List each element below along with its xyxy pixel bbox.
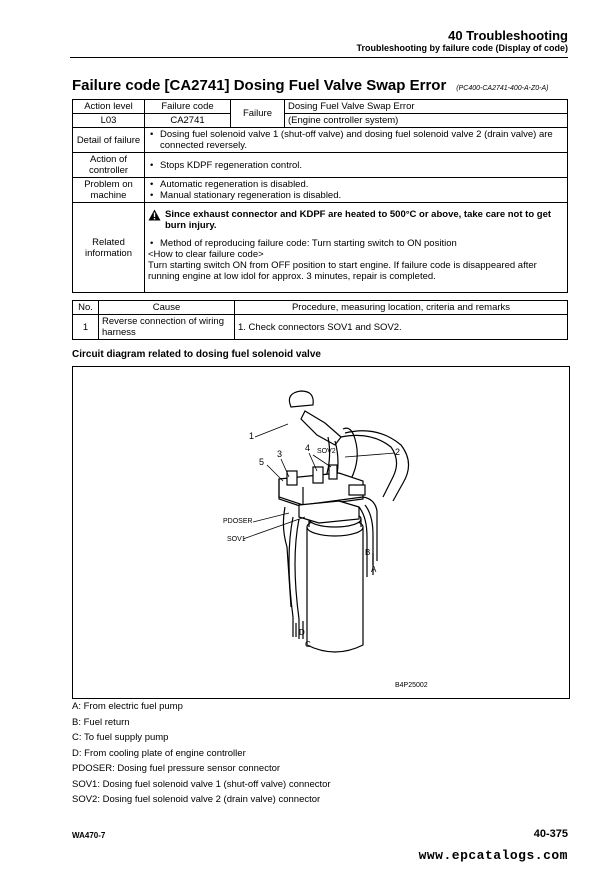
legend-item: C: To fuel supply pump [72,732,169,743]
label-sov2: SOV2 [317,448,336,455]
diagram-heading: Circuit diagram related to dosing fuel solenoid valve [72,349,321,360]
callout-3: 3 [277,449,283,459]
problem-item: • Manual stationary regeneration is disabled. [160,190,564,201]
cause-no: 1 [73,315,99,340]
legend-item: D: From cooling plate of engine controller [72,748,246,759]
watermark-url: www.epcatalogs.com [418,848,568,863]
callout-5: 5 [259,457,265,467]
title-reference: (PC400-CA2741-400-A-Z0-A) [456,85,549,92]
failure-code-value: CA2741 [145,114,231,128]
clear-heading: <How to clear failure code> [148,249,264,260]
page-number: 40-375 [533,828,568,840]
legend-item: PDOSER: Dosing fuel pressure sensor connector [72,763,281,774]
failure-code-header: Failure code [145,100,231,114]
detail-label: Detail of failure [73,128,145,153]
failure-info-table [72,99,568,293]
cause-header-no: No. [73,301,99,315]
valve-illustration [73,367,569,698]
label-pdoser: PDOSER [223,518,253,525]
detail-text: • Dosing fuel solenoid valve 1 (shut-off valve) and dosing fuel solenoid valve 2 (drain valve) are connected reversely. [160,129,564,151]
action-level-value: L03 [73,114,145,128]
circuit-diagram [72,366,570,699]
failure-name: Dosing Fuel Valve Swap Error [285,100,568,114]
label-b: B [365,548,371,557]
callout-2: 2 [395,447,401,457]
page-title-text: Failure code [CA2741] Dosing Fuel Valve Swap Error [72,77,447,94]
cause-header-cause: Cause [99,301,235,315]
cause-text: Reverse connection of wiring harness [99,315,235,340]
label-a: A [371,565,377,574]
action-text: • Stops KDPF regeneration control. [160,160,564,171]
problem-item: • Automatic regeneration is disabled. [160,179,564,190]
cause-procedure: 1. Check connectors SOV1 and SOV2. [235,315,568,340]
related-label: Related information [73,203,145,293]
label-d: D [299,628,305,637]
failure-header: Failure [231,100,285,128]
legend-item: SOV2: Dosing fuel solenoid valve 2 (drain valve) connector [72,794,321,805]
warning-text: Since exhaust connector and KDPF are heated to 500°C or above, take care not to get burn injury. [165,209,552,231]
label-c: C [305,640,311,649]
callout-1: 1 [249,431,255,441]
problem-label: Problem on machine [73,178,145,203]
header-rule [70,57,568,58]
chapter-title: 40 Troubleshooting [448,28,568,43]
legend-item: B: Fuel return [72,717,130,728]
action-level-header: Action level [73,100,145,114]
label-sov1: SOV1 [227,536,246,543]
method-text: • Method of reproducing failure code: Turn starting switch to ON position [160,238,564,249]
cause-table [72,300,568,340]
failure-system: (Engine controller system) [285,114,568,128]
legend-item: SOV1: Dosing fuel solenoid valve 1 (shut-off valve) connector [72,779,331,790]
warning-note [148,209,564,231]
table-row [73,315,568,340]
legend-item: A: From electric fuel pump [72,701,183,712]
clear-text: Turn starting switch ON from OFF position to start engine. If failure code is disappeared after running engine at low idol for approx. 3 minutes, repair is completed. [148,260,537,282]
model-number: WA470-7 [72,831,106,840]
warning-icon [148,209,161,221]
page-title [72,77,549,94]
cause-header-procedure: Procedure, measuring location, criteria and remarks [235,301,568,315]
figure-id: B4P25002 [395,682,428,689]
section-subtitle: Troubleshooting by failure code (Display of code) [356,43,568,53]
callout-4: 4 [305,443,311,453]
action-label: Action of controller [73,153,145,178]
